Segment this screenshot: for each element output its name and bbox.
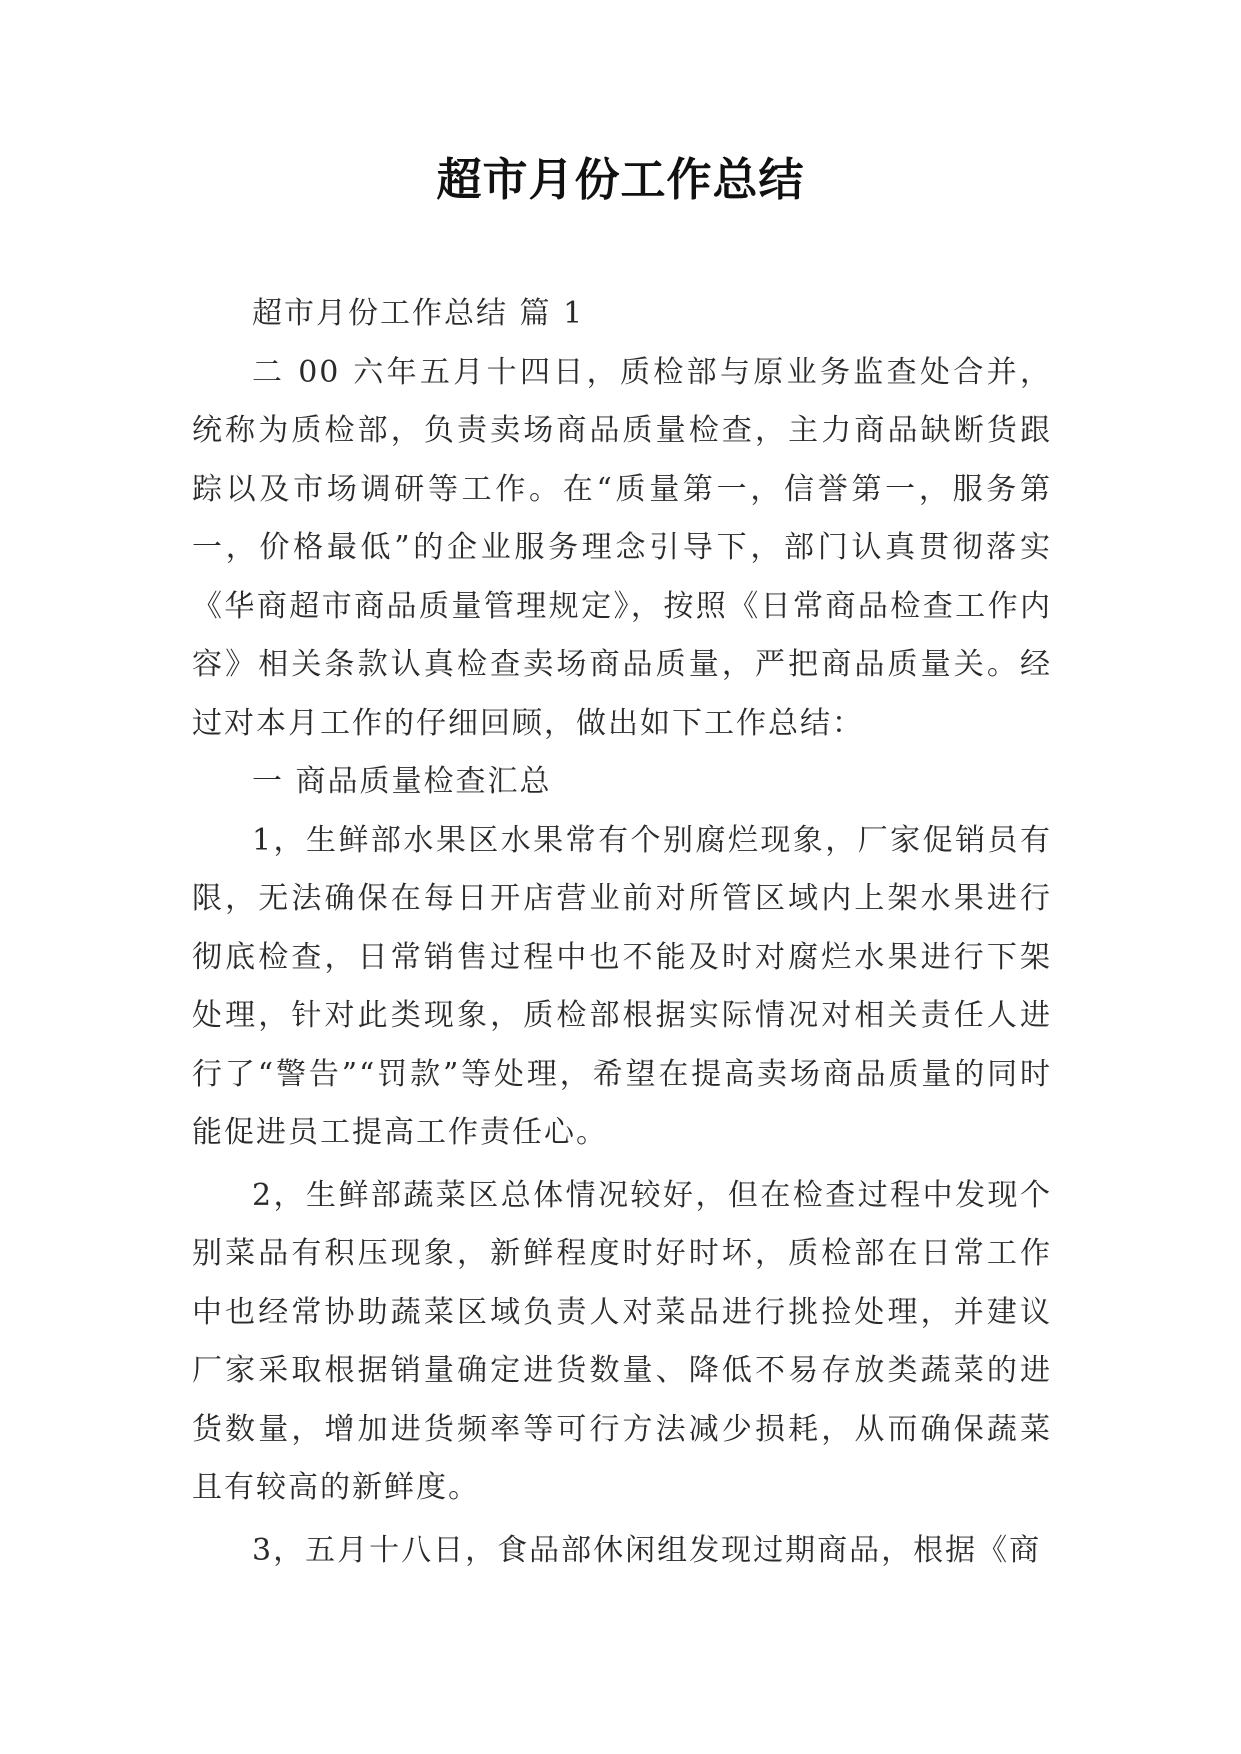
document-body <box>192 285 1052 1580</box>
paragraph-item-3: 3，五月十八日，食品部休闲组发现过期商品，根据《商 <box>252 1532 1042 1568</box>
paragraph-item-2: 2，生鲜部蔬菜区总体情况较好，但在检查过程中发现个别菜品有积压现象，新鲜程度时好时坏，质检部在日常工作中也经常协助蔬菜区域负责人对菜品进行挑捡处理，并建议厂家采取根据销量确定进货数量、降低不易存放类蔬菜的进货数量，增加进货频率等可行方法减少损耗，从而确保蔬菜且有较高的新鲜度。 <box>192 1177 1052 1505</box>
document-title: 超市月份工作总结 <box>436 153 805 206</box>
paragraph-item-1: 1，生鲜部水果区水果常有个别腐烂现象，厂家促销员有限，无法确保在每日开店营业前对所管区域内上架水果进行彻底检查，日常销售过程中也不能及时对腐烂水果进行下架处理，针对此类现象，质检部根据实际情况对相关责任人进行了“警告”“罚款”等处理，希望在提高卖场商品质量的同时能促进员工提高工作责任心。 <box>192 822 1052 1150</box>
section-heading: 一 商品质量检查汇总 <box>252 764 552 799</box>
paragraph-intro: 二 00 六年五月十四日，质检部与原业务监查处合并，统称为质检部，负责卖场商品质量检查，主力商品缺断货跟踪以及市场调研等工作。在“质量第一，信誉第一，服务第一，价格最低”的企业服务理念引导下，部门认真贯彻落实《华商超市商品质量管理规定》，按照《日常商品检查工作内容》相关条款认真检查卖场商品质量，严把商品质量关。经过对本月工作的仔细回顾，做出如下工作总结： <box>192 354 1052 741</box>
document-subtitle: 超市月份工作总结 篇 1 <box>252 296 585 331</box>
